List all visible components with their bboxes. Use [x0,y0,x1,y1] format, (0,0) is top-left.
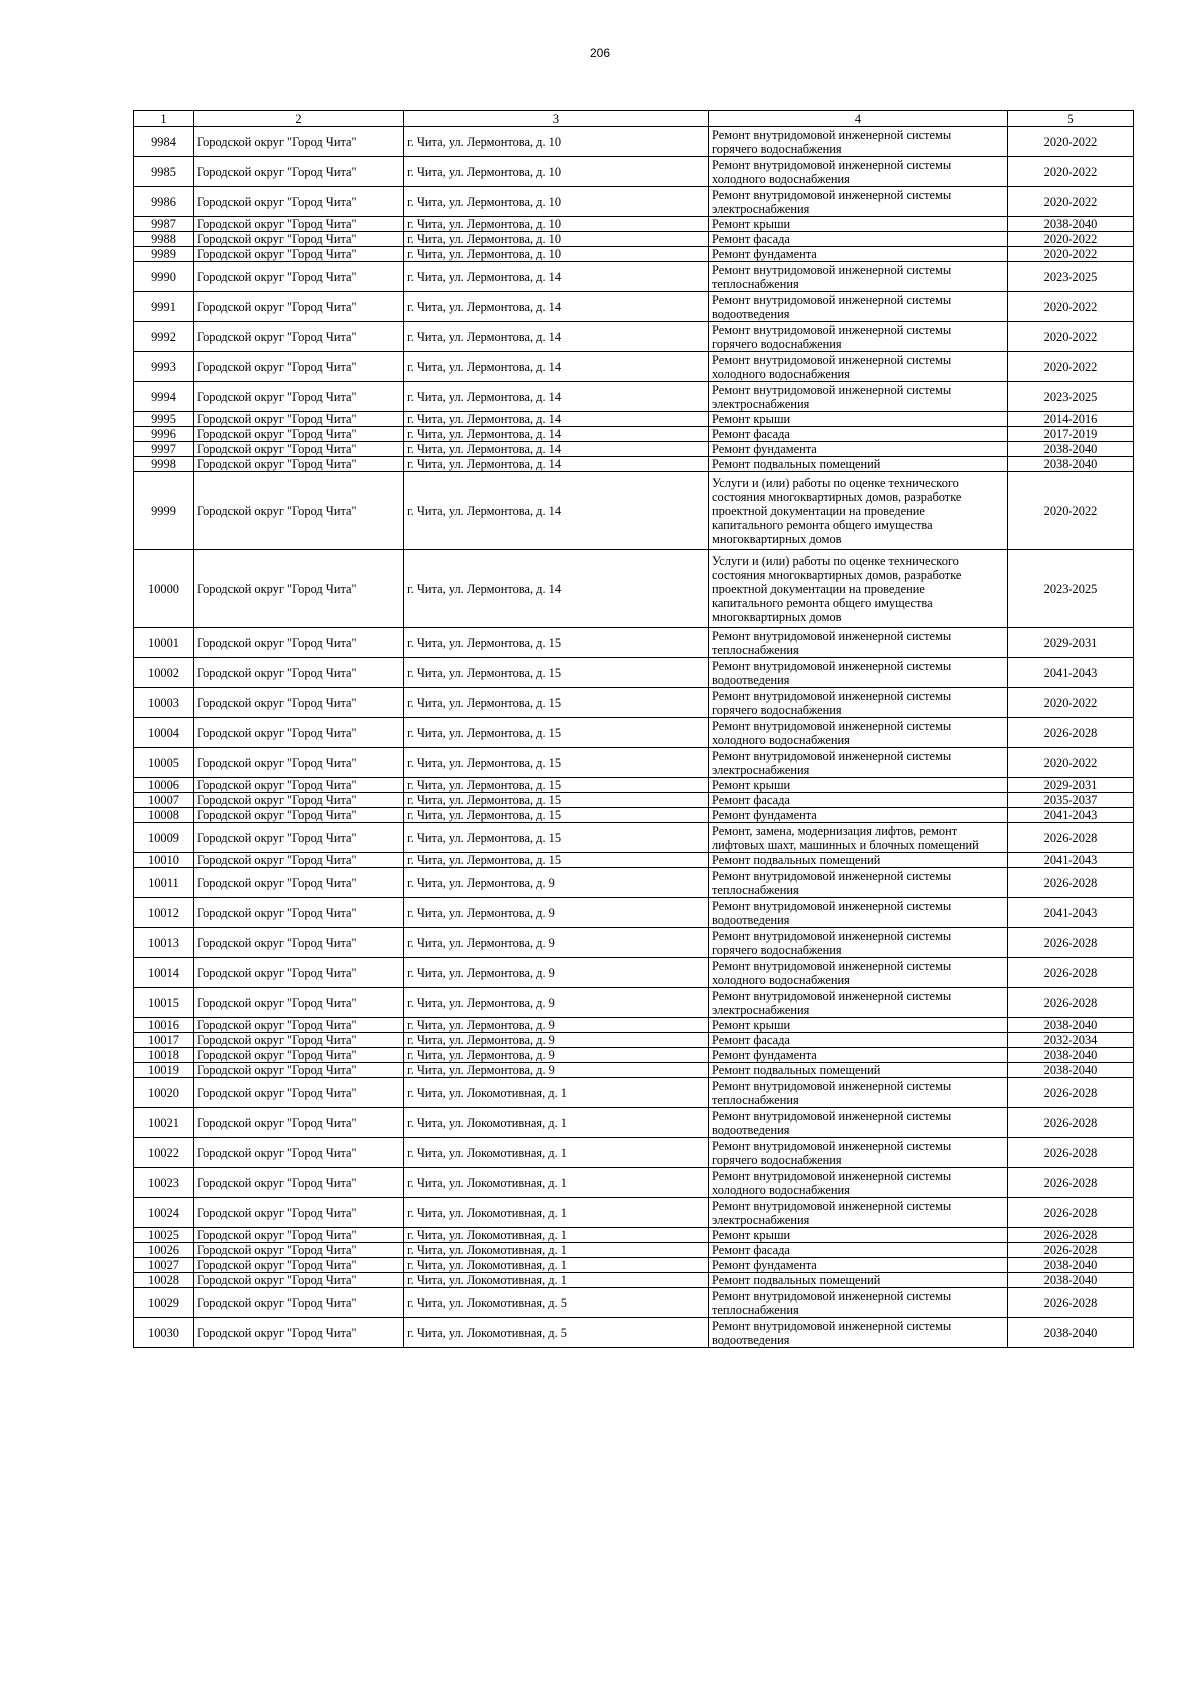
work-type-cell: Ремонт внутридомовой инженерной системы электроснабжения [709,988,1008,1018]
address-cell: г. Чита, ул. Лермонтова, д. 14 [404,550,709,628]
period-cell: 2020-2022 [1008,352,1134,382]
table-row [134,1243,1134,1258]
period-cell: 2038-2040 [1008,1318,1134,1348]
municipality-cell: Городской округ "Город Чита" [194,232,404,247]
period-cell: 2041-2043 [1008,808,1134,823]
municipality-cell: Городской округ "Город Чита" [194,628,404,658]
address-cell: г. Чита, ул. Лермонтова, д. 10 [404,127,709,157]
table-row [134,1078,1134,1108]
address-cell: г. Чита, ул. Лермонтова, д. 14 [404,382,709,412]
municipality-cell: Городской округ "Город Чита" [194,823,404,853]
row-number: 10007 [134,793,194,808]
period-cell: 2017-2019 [1008,427,1134,442]
work-type-cell: Ремонт внутридомовой инженерной системы холодного водоснабжения [709,352,1008,382]
table-row [134,1168,1134,1198]
table-row [134,658,1134,688]
municipality-cell: Городской округ "Город Чита" [194,1288,404,1318]
table-row [134,1318,1134,1348]
row-number: 10001 [134,628,194,658]
address-cell: г. Чита, ул. Лермонтова, д. 10 [404,157,709,187]
row-number: 9999 [134,472,194,550]
period-cell: 2026-2028 [1008,1168,1134,1198]
table-row [134,958,1134,988]
table-header [134,111,1134,127]
table-row [134,748,1134,778]
table-row [134,853,1134,868]
column-header-1: 1 [134,111,194,127]
period-cell: 2026-2028 [1008,928,1134,958]
municipality-cell: Городской округ "Город Чита" [194,928,404,958]
municipality-cell: Городской округ "Город Чита" [194,127,404,157]
address-cell: г. Чита, ул. Лермонтова, д. 14 [404,322,709,352]
work-type-cell: Ремонт фундамента [709,808,1008,823]
municipality-cell: Городской округ "Город Чита" [194,958,404,988]
work-type-cell: Ремонт внутридомовой инженерной системы холодного водоснабжения [709,1168,1008,1198]
period-cell: 2026-2028 [1008,1228,1134,1243]
row-number: 10005 [134,748,194,778]
row-number: 10013 [134,928,194,958]
table-row [134,1033,1134,1048]
municipality-cell: Городской округ "Город Чита" [194,748,404,778]
period-cell: 2026-2028 [1008,823,1134,853]
municipality-cell: Городской округ "Город Чита" [194,1078,404,1108]
table-row [134,778,1134,793]
table-row [134,127,1134,157]
row-number: 10019 [134,1063,194,1078]
municipality-cell: Городской округ "Город Чита" [194,1258,404,1273]
period-cell: 2038-2040 [1008,1063,1134,1078]
period-cell: 2020-2022 [1008,187,1134,217]
municipality-cell: Городской округ "Город Чита" [194,1198,404,1228]
municipality-cell: Городской округ "Город Чита" [194,292,404,322]
municipality-cell: Городской округ "Город Чита" [194,550,404,628]
address-cell: г. Чита, ул. Лермонтова, д. 15 [404,793,709,808]
period-cell: 2029-2031 [1008,628,1134,658]
work-type-cell: Ремонт фасада [709,427,1008,442]
work-type-cell: Ремонт фасада [709,1243,1008,1258]
period-cell: 2023-2025 [1008,550,1134,628]
address-cell: г. Чита, ул. Локомотивная, д. 1 [404,1228,709,1243]
municipality-cell: Городской округ "Город Чита" [194,898,404,928]
table-row [134,1258,1134,1273]
work-type-cell: Ремонт внутридомовой инженерной системы электроснабжения [709,1198,1008,1228]
table-row [134,427,1134,442]
period-cell: 2038-2040 [1008,442,1134,457]
period-cell: 2020-2022 [1008,322,1134,352]
municipality-cell: Городской округ "Город Чита" [194,217,404,232]
table-row [134,247,1134,262]
period-cell: 2038-2040 [1008,1048,1134,1063]
address-cell: г. Чита, ул. Локомотивная, д. 1 [404,1243,709,1258]
municipality-cell: Городской округ "Город Чита" [194,352,404,382]
work-type-cell: Услуги и (или) работы по оценке технического состояния многоквартирных домов, разработке проектной документации на проведение капитального ремонта общего имущества многоквартирных домов [709,472,1008,550]
work-type-cell: Ремонт крыши [709,217,1008,232]
row-number: 10012 [134,898,194,928]
municipality-cell: Городской округ "Город Чита" [194,442,404,457]
row-number: 10015 [134,988,194,1018]
period-cell: 2038-2040 [1008,1273,1134,1288]
table-row [134,1198,1134,1228]
row-number: 9997 [134,442,194,457]
row-number: 10009 [134,823,194,853]
table-row [134,688,1134,718]
table-row [134,1273,1134,1288]
work-type-cell: Ремонт крыши [709,412,1008,427]
row-number: 10006 [134,778,194,793]
table-row [134,412,1134,427]
row-number: 10022 [134,1138,194,1168]
work-type-cell: Ремонт внутридомовой инженерной системы холодного водоснабжения [709,958,1008,988]
row-number: 9988 [134,232,194,247]
address-cell: г. Чита, ул. Лермонтова, д. 14 [404,412,709,427]
table-row [134,157,1134,187]
row-number: 10011 [134,868,194,898]
municipality-cell: Городской округ "Город Чита" [194,1273,404,1288]
address-cell: г. Чита, ул. Локомотивная, д. 1 [404,1108,709,1138]
address-cell: г. Чита, ул. Лермонтова, д. 14 [404,442,709,457]
row-number: 9998 [134,457,194,472]
row-number: 9986 [134,187,194,217]
address-cell: г. Чита, ул. Лермонтова, д. 15 [404,688,709,718]
work-type-cell: Ремонт внутридомовой инженерной системы водоотведения [709,1108,1008,1138]
address-cell: г. Чита, ул. Лермонтова, д. 9 [404,1063,709,1078]
table-row [134,988,1134,1018]
table-row [134,472,1134,550]
row-number: 9984 [134,127,194,157]
row-number: 10000 [134,550,194,628]
municipality-cell: Городской округ "Город Чита" [194,1243,404,1258]
row-number: 10029 [134,1288,194,1318]
period-cell: 2020-2022 [1008,748,1134,778]
period-cell: 2026-2028 [1008,988,1134,1018]
address-cell: г. Чита, ул. Локомотивная, д. 1 [404,1078,709,1108]
municipality-cell: Городской округ "Город Чита" [194,1033,404,1048]
period-cell: 2026-2028 [1008,718,1134,748]
address-cell: г. Чита, ул. Лермонтова, д. 15 [404,718,709,748]
address-cell: г. Чита, ул. Лермонтова, д. 15 [404,658,709,688]
municipality-cell: Городской округ "Город Чита" [194,187,404,217]
municipality-cell: Городской округ "Город Чита" [194,262,404,292]
row-number: 10014 [134,958,194,988]
address-cell: г. Чита, ул. Лермонтова, д. 9 [404,958,709,988]
period-cell: 2020-2022 [1008,127,1134,157]
work-type-cell: Ремонт внутридомовой инженерной системы теплоснабжения [709,262,1008,292]
table-row [134,382,1134,412]
work-type-cell: Ремонт внутридомовой инженерной системы теплоснабжения [709,1288,1008,1318]
address-cell: г. Чита, ул. Лермонтова, д. 9 [404,898,709,928]
table-row [134,187,1134,217]
column-header-3: 3 [404,111,709,127]
address-cell: г. Чита, ул. Лермонтова, д. 14 [404,292,709,322]
work-type-cell: Ремонт внутридомовой инженерной системы водоотведения [709,292,1008,322]
work-type-cell: Ремонт фундамента [709,1258,1008,1273]
period-cell: 2041-2043 [1008,898,1134,928]
period-cell: 2029-2031 [1008,778,1134,793]
work-type-cell: Ремонт подвальных помещений [709,1273,1008,1288]
row-number: 9993 [134,352,194,382]
address-cell: г. Чита, ул. Лермонтова, д. 15 [404,628,709,658]
row-number: 10030 [134,1318,194,1348]
address-cell: г. Чита, ул. Локомотивная, д. 1 [404,1273,709,1288]
row-number: 10021 [134,1108,194,1138]
row-number: 9995 [134,412,194,427]
work-type-cell: Ремонт внутридомовой инженерной системы холодного водоснабжения [709,157,1008,187]
work-type-cell: Услуги и (или) работы по оценке технического состояния многоквартирных домов, разработке проектной документации на проведение капитального ремонта общего имущества многоквартирных домов [709,550,1008,628]
address-cell: г. Чита, ул. Локомотивная, д. 5 [404,1288,709,1318]
row-number: 9994 [134,382,194,412]
period-cell: 2020-2022 [1008,247,1134,262]
page-number: 206 [589,46,611,60]
period-cell: 2038-2040 [1008,1018,1134,1033]
address-cell: г. Чита, ул. Локомотивная, д. 1 [404,1168,709,1198]
work-type-cell: Ремонт фундамента [709,247,1008,262]
table-row [134,898,1134,928]
municipality-cell: Городской округ "Город Чита" [194,1048,404,1063]
work-type-cell: Ремонт крыши [709,778,1008,793]
row-number: 9990 [134,262,194,292]
municipality-cell: Городской округ "Город Чита" [194,1318,404,1348]
address-cell: г. Чита, ул. Лермонтова, д. 14 [404,352,709,382]
row-number: 9996 [134,427,194,442]
municipality-cell: Городской округ "Город Чита" [194,718,404,748]
municipality-cell: Городской округ "Город Чита" [194,688,404,718]
row-number: 10010 [134,853,194,868]
row-number: 9991 [134,292,194,322]
row-number: 10027 [134,1258,194,1273]
period-cell: 2026-2028 [1008,1198,1134,1228]
row-number: 9992 [134,322,194,352]
address-cell: г. Чита, ул. Лермонтова, д. 10 [404,247,709,262]
municipality-cell: Городской округ "Город Чита" [194,1168,404,1198]
address-cell: г. Чита, ул. Лермонтова, д. 9 [404,868,709,898]
municipality-cell: Городской округ "Город Чита" [194,1063,404,1078]
work-type-cell: Ремонт фасада [709,1033,1008,1048]
work-type-cell: Ремонт внутридомовой инженерной системы водоотведения [709,1318,1008,1348]
period-cell: 2038-2040 [1008,457,1134,472]
address-cell: г. Чита, ул. Лермонтова, д. 10 [404,217,709,232]
work-type-cell: Ремонт внутридомовой инженерной системы теплоснабжения [709,868,1008,898]
table-row [134,1108,1134,1138]
period-cell: 2026-2028 [1008,1078,1134,1108]
header-row [134,111,1134,127]
address-cell: г. Чита, ул. Лермонтова, д. 15 [404,808,709,823]
address-cell: г. Чита, ул. Локомотивная, д. 1 [404,1198,709,1228]
address-cell: г. Чита, ул. Лермонтова, д. 14 [404,457,709,472]
row-number: 10016 [134,1018,194,1033]
municipality-cell: Городской округ "Город Чита" [194,412,404,427]
work-type-cell: Ремонт крыши [709,1018,1008,1033]
work-type-cell: Ремонт внутридомовой инженерной системы горячего водоснабжения [709,1138,1008,1168]
table-row [134,823,1134,853]
work-type-cell: Ремонт фундамента [709,442,1008,457]
row-number: 10026 [134,1243,194,1258]
row-number: 10003 [134,688,194,718]
address-cell: г. Чита, ул. Лермонтова, д. 10 [404,187,709,217]
row-number: 10028 [134,1273,194,1288]
period-cell: 2026-2028 [1008,1288,1134,1318]
row-number: 9985 [134,157,194,187]
period-cell: 2020-2022 [1008,232,1134,247]
row-number: 9989 [134,247,194,262]
table-row [134,928,1134,958]
period-cell: 2026-2028 [1008,1138,1134,1168]
period-cell: 2020-2022 [1008,292,1134,322]
table-row [134,442,1134,457]
municipality-cell: Городской округ "Город Чита" [194,1228,404,1243]
table-row [134,1228,1134,1243]
municipality-cell: Городской округ "Город Чита" [194,853,404,868]
work-type-cell: Ремонт внутридомовой инженерной системы водоотведения [709,658,1008,688]
row-number: 10025 [134,1228,194,1243]
address-cell: г. Чита, ул. Локомотивная, д. 1 [404,1138,709,1168]
municipality-cell: Городской округ "Город Чита" [194,868,404,898]
table-row [134,628,1134,658]
table-row [134,1138,1134,1168]
column-header-2: 2 [194,111,404,127]
row-number: 10008 [134,808,194,823]
work-type-cell: Ремонт внутридомовой инженерной системы электроснабжения [709,748,1008,778]
period-cell: 2038-2040 [1008,217,1134,232]
table-row [134,550,1134,628]
table-row [134,793,1134,808]
work-type-cell: Ремонт внутридомовой инженерной системы водоотведения [709,898,1008,928]
row-number: 10018 [134,1048,194,1063]
table-row [134,232,1134,247]
table-row [134,352,1134,382]
address-cell: г. Чита, ул. Лермонтова, д. 15 [404,748,709,778]
table-row [134,262,1134,292]
work-type-cell: Ремонт внутридомовой инженерной системы теплоснабжения [709,628,1008,658]
period-cell: 2020-2022 [1008,688,1134,718]
table-row [134,457,1134,472]
work-type-cell: Ремонт подвальных помещений [709,457,1008,472]
table-body [134,127,1134,1348]
period-cell: 2026-2028 [1008,1108,1134,1138]
municipality-cell: Городской округ "Город Чита" [194,427,404,442]
work-type-cell: Ремонт фундамента [709,1048,1008,1063]
work-type-cell: Ремонт внутридомовой инженерной системы теплоснабжения [709,1078,1008,1108]
work-type-cell: Ремонт подвальных помещений [709,1063,1008,1078]
period-cell: 2020-2022 [1008,157,1134,187]
period-cell: 2026-2028 [1008,868,1134,898]
work-type-cell: Ремонт фасада [709,793,1008,808]
municipality-cell: Городской округ "Город Чита" [194,322,404,352]
address-cell: г. Чита, ул. Локомотивная, д. 5 [404,1318,709,1348]
address-cell: г. Чита, ул. Лермонтова, д. 15 [404,778,709,793]
row-number: 9987 [134,217,194,232]
municipality-cell: Городской округ "Город Чита" [194,793,404,808]
address-cell: г. Чита, ул. Лермонтова, д. 15 [404,853,709,868]
address-cell: г. Чита, ул. Лермонтова, д. 9 [404,1018,709,1033]
table-row [134,1018,1134,1033]
table-row [134,868,1134,898]
column-header-5: 5 [1008,111,1134,127]
municipality-cell: Городской округ "Город Чита" [194,472,404,550]
table-row [134,718,1134,748]
period-cell: 2020-2022 [1008,472,1134,550]
municipality-cell: Городской округ "Город Чита" [194,778,404,793]
address-cell: г. Чита, ул. Лермонтова, д. 14 [404,472,709,550]
municipality-cell: Городской округ "Город Чита" [194,157,404,187]
period-cell: 2026-2028 [1008,958,1134,988]
address-cell: г. Чита, ул. Лермонтова, д. 9 [404,928,709,958]
row-number: 10017 [134,1033,194,1048]
period-cell: 2023-2025 [1008,262,1134,292]
row-number: 10023 [134,1168,194,1198]
address-cell: г. Чита, ул. Лермонтова, д. 14 [404,262,709,292]
row-number: 10020 [134,1078,194,1108]
work-type-cell: Ремонт внутридомовой инженерной системы горячего водоснабжения [709,928,1008,958]
table-row [134,292,1134,322]
work-type-cell: Ремонт внутридомовой инженерной системы горячего водоснабжения [709,127,1008,157]
work-type-cell: Ремонт внутридомовой инженерной системы электроснабжения [709,187,1008,217]
work-type-cell: Ремонт внутридомовой инженерной системы горячего водоснабжения [709,322,1008,352]
period-cell: 2038-2040 [1008,1258,1134,1273]
municipality-cell: Городской округ "Город Чита" [194,457,404,472]
address-cell: г. Чита, ул. Лермонтова, д. 14 [404,427,709,442]
period-cell: 2014-2016 [1008,412,1134,427]
address-cell: г. Чита, ул. Локомотивная, д. 1 [404,1258,709,1273]
municipality-cell: Городской округ "Город Чита" [194,1108,404,1138]
address-cell: г. Чита, ул. Лермонтова, д. 9 [404,1048,709,1063]
table-row [134,322,1134,352]
table-row [134,1048,1134,1063]
period-cell: 2041-2043 [1008,658,1134,688]
work-type-cell: Ремонт крыши [709,1228,1008,1243]
address-cell: г. Чита, ул. Лермонтова, д. 10 [404,232,709,247]
address-cell: г. Чита, ул. Лермонтова, д. 15 [404,823,709,853]
row-number: 10004 [134,718,194,748]
work-type-cell: Ремонт фасада [709,232,1008,247]
municipality-cell: Городской округ "Город Чита" [194,988,404,1018]
work-type-cell: Ремонт внутридомовой инженерной системы электроснабжения [709,382,1008,412]
table-row [134,1288,1134,1318]
table-row [134,1063,1134,1078]
row-number: 10024 [134,1198,194,1228]
municipality-cell: Городской округ "Город Чита" [194,808,404,823]
municipality-cell: Городской округ "Город Чита" [194,1138,404,1168]
column-header-4: 4 [709,111,1008,127]
period-cell: 2035-2037 [1008,793,1134,808]
work-type-cell: Ремонт внутридомовой инженерной системы холодного водоснабжения [709,718,1008,748]
work-type-cell: Ремонт, замена, модернизация лифтов, ремонт лифтовых шахт, машинных и блочных помещений [709,823,1008,853]
period-cell: 2041-2043 [1008,853,1134,868]
period-cell: 2023-2025 [1008,382,1134,412]
table-row [134,217,1134,232]
work-type-cell: Ремонт внутридомовой инженерной системы горячего водоснабжения [709,688,1008,718]
capital-repair-table [133,110,1134,1348]
period-cell: 2026-2028 [1008,1243,1134,1258]
table-row [134,808,1134,823]
municipality-cell: Городской округ "Город Чита" [194,382,404,412]
address-cell: г. Чита, ул. Лермонтова, д. 9 [404,1033,709,1048]
row-number: 10002 [134,658,194,688]
municipality-cell: Городской округ "Город Чита" [194,1018,404,1033]
address-cell: г. Чита, ул. Лермонтова, д. 9 [404,988,709,1018]
municipality-cell: Городской округ "Город Чита" [194,658,404,688]
municipality-cell: Городской округ "Город Чита" [194,247,404,262]
period-cell: 2032-2034 [1008,1033,1134,1048]
work-type-cell: Ремонт подвальных помещений [709,853,1008,868]
